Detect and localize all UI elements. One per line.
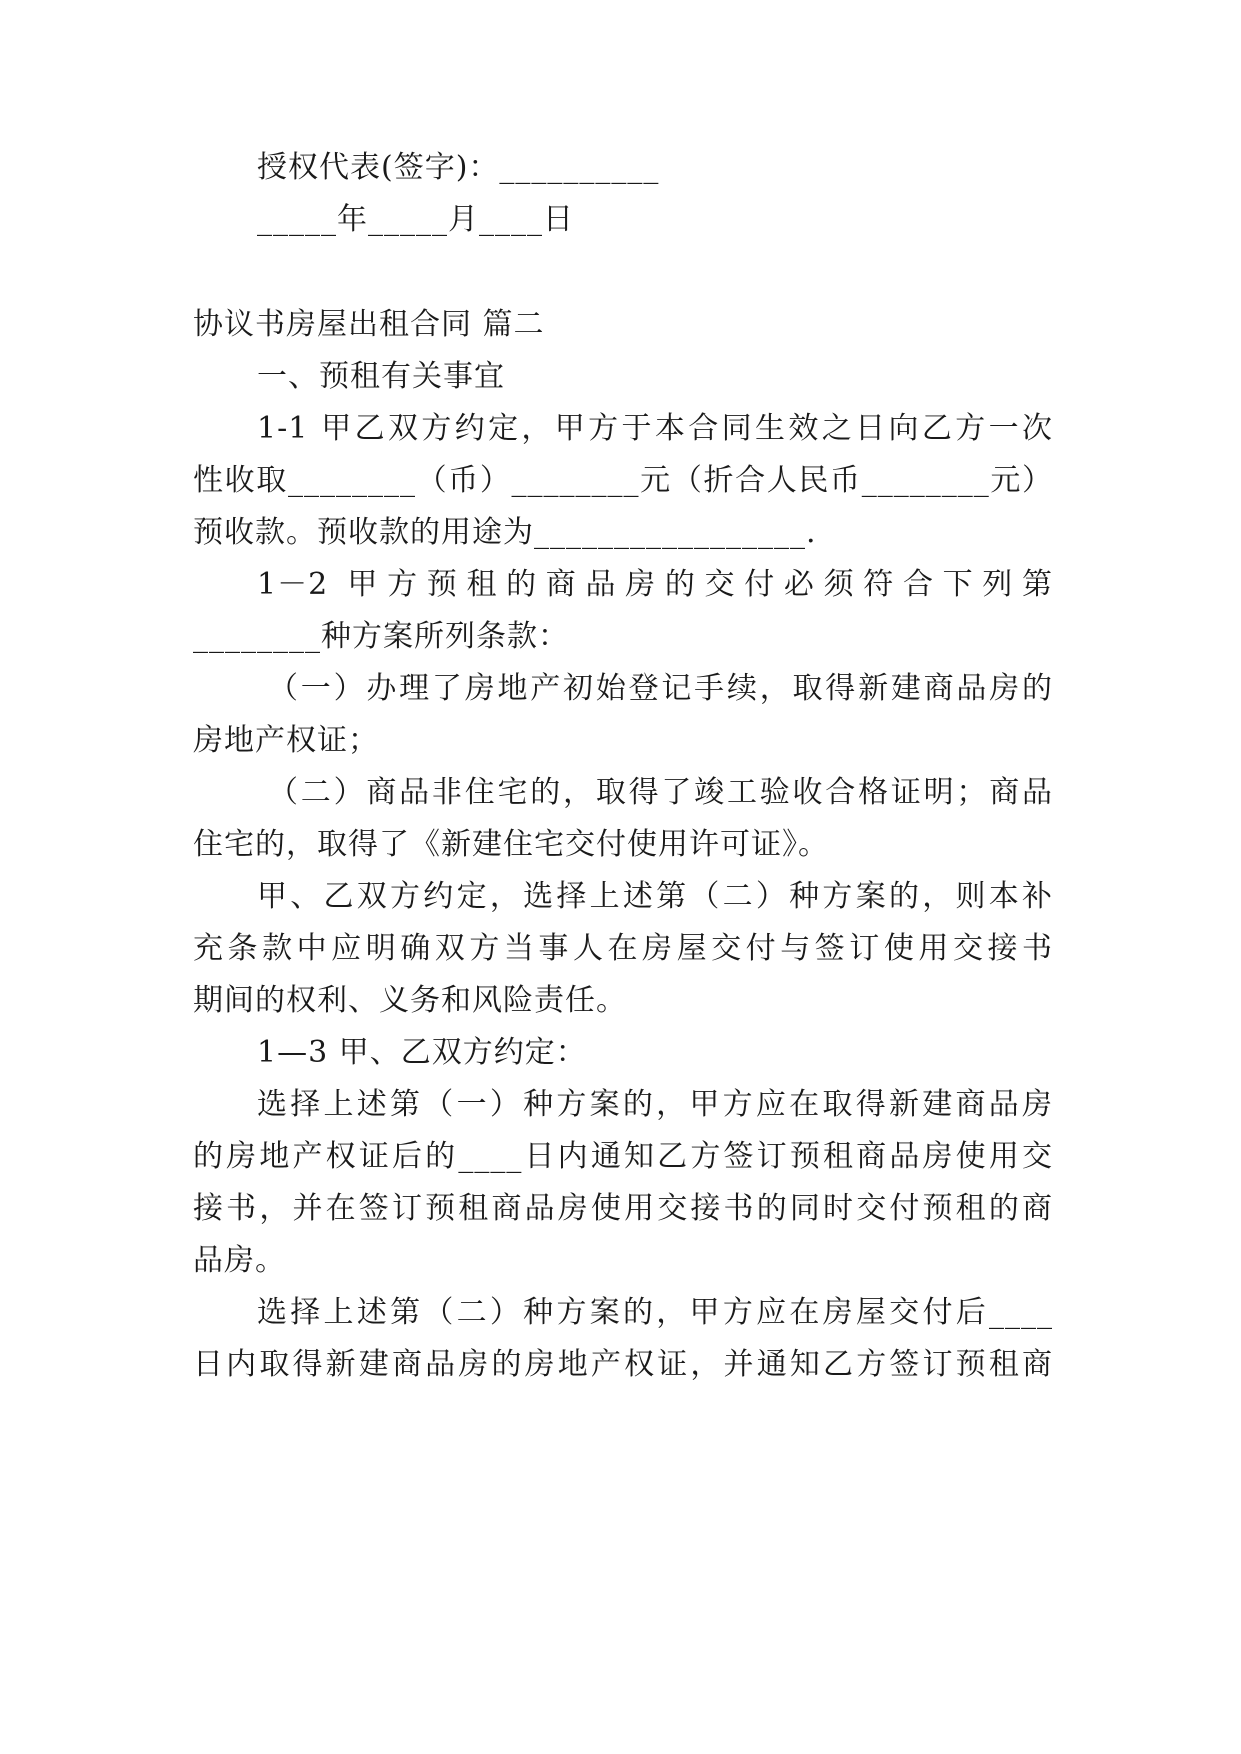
paragraph-line: 房地产权证； bbox=[193, 723, 379, 758]
paragraph-line: 充条款中应明确双方当事人在房屋交付与签订使用交接书 bbox=[193, 931, 1053, 966]
paragraph-line: ________种方案所列条款： bbox=[193, 619, 569, 654]
section-title: 协议书房屋出租合同 篇二 bbox=[193, 307, 545, 342]
paragraph-line: 1—3 甲、乙双方约定： bbox=[257, 1035, 587, 1070]
paragraph-line: 品房。 bbox=[193, 1243, 286, 1278]
paragraph-line: 预收款。预收款的用途为_________________. bbox=[193, 515, 817, 550]
paragraph-line: 日内取得新建商品房的房地产权证，并通知乙方签订预租商 bbox=[193, 1347, 1053, 1382]
signature-line: 授权代表(签字)：__________ bbox=[257, 150, 660, 185]
date-line: _____年_____月____日 bbox=[257, 202, 574, 237]
paragraph-line: 选择上述第（一）种方案的，甲方应在取得新建商品房 bbox=[257, 1087, 1053, 1122]
paragraph-line: 住宅的，取得了《新建住宅交付使用许可证》。 bbox=[193, 827, 829, 862]
paragraph-line: 接书，并在签订预租商品房使用交接书的同时交付预租的商 bbox=[193, 1191, 1053, 1226]
paragraph-line: （二）商品非住宅的，取得了竣工验收合格证明；商品 bbox=[268, 775, 1053, 810]
paragraph-line: 的房地产权证后的____日内通知乙方签订预租商品房使用交 bbox=[193, 1139, 1053, 1174]
paragraph-line: 甲、乙双方约定，选择上述第（二）种方案的，则本补 bbox=[257, 879, 1053, 914]
paragraph-line: 1－2 甲方预租的商品房的交付必须符合下列第 bbox=[257, 567, 1053, 602]
paragraph-line: 性收取________（币）________元（折合人民币________元） bbox=[193, 463, 1053, 498]
paragraph-line: 选择上述第（二）种方案的，甲方应在房屋交付后____ bbox=[257, 1295, 1053, 1330]
paragraph-line: （一）办理了房地产初始登记手续，取得新建商品房的 bbox=[268, 671, 1053, 706]
paragraph-line: 期间的权利、义务和风险责任。 bbox=[193, 983, 627, 1018]
paragraph-line: 1-1 甲乙双方约定，甲方于本合同生效之日向乙方一次 bbox=[257, 411, 1053, 446]
heading-1: 一、预租有关事宜 bbox=[257, 359, 505, 394]
